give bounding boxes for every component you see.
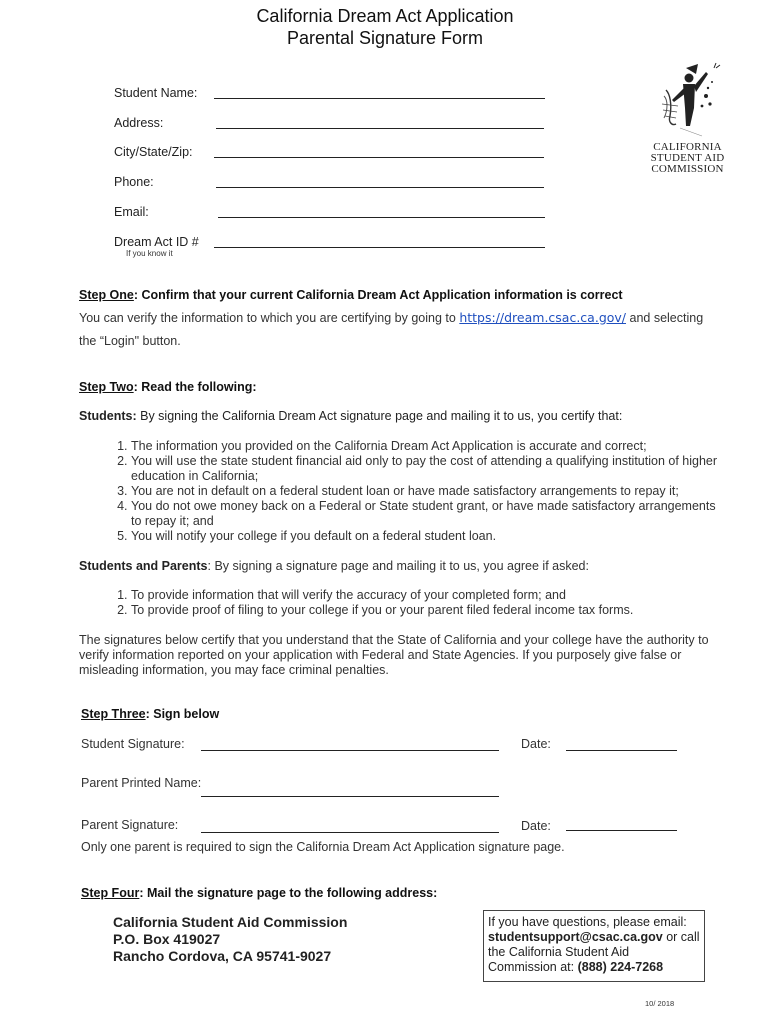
parents-intro-text: : By signing a signature page and mailing it to us, you agree if asked: <box>207 559 589 573</box>
city-state-zip-label: City/State/Zip: <box>114 145 193 159</box>
students-list <box>79 439 719 544</box>
graduate-figure-icon <box>650 60 725 142</box>
form-version: 10/ 2018 <box>645 999 675 1008</box>
step-three-title: : Sign below <box>145 707 220 721</box>
questions-line1: If you have questions, please email: <box>488 915 687 929</box>
step-two-label: Step Two <box>79 380 134 394</box>
step-one-text-before: You can verify the information to which you are certifying by going to <box>79 311 460 325</box>
parents-list <box>79 588 719 618</box>
student-signature-field[interactable] <box>201 750 499 751</box>
step-one-text <box>79 307 719 329</box>
step-one-heading <box>79 288 623 302</box>
dream-act-id-label: Dream Act ID # <box>114 235 199 249</box>
email-label: Email: <box>114 205 149 219</box>
csac-logo <box>650 60 725 185</box>
student-name-field[interactable] <box>214 98 545 99</box>
list-item: 4. You do not owe money back on a Federal or State student grant, or have made satisfactory arrangements to repay it; and <box>131 499 719 529</box>
step-two-heading <box>79 380 257 394</box>
phone-field[interactable] <box>216 187 544 188</box>
step-four-title: : Mail the signature page to the following address: <box>139 886 438 900</box>
questions-line2-suffix: or call <box>662 930 700 944</box>
questions-line4 <box>488 960 700 975</box>
step-four-label: Step Four <box>81 886 140 900</box>
address-line2: P.O. Box 419027 <box>113 931 221 947</box>
parents-intro <box>79 559 589 573</box>
list-item: 2. You will use the state student financial aid only to pay the cost of attending a qualifying institution of higher education in California; <box>131 454 719 484</box>
logo-text-california: CALIFORNIA <box>653 141 722 153</box>
step-three-label: Step Three <box>81 707 146 721</box>
page-title-line1: California Dream Act Application <box>256 6 514 26</box>
step-one-text-after: and selecting <box>626 311 704 325</box>
page-title-line2: Parental Signature Form <box>286 28 484 48</box>
dream-act-id-field[interactable] <box>214 247 545 248</box>
questions-box <box>483 910 705 982</box>
logo-text-student-aid: STUDENT AID <box>650 152 725 164</box>
dream-act-id-hint: If you know it <box>126 249 173 258</box>
student-signature-label: Student Signature: <box>81 737 185 751</box>
list-item: 5. You will notify your college if you default on a federal student loan. <box>131 529 719 544</box>
dream-portal-link[interactable]: https://dream.csac.ca.gov/ <box>459 310 627 325</box>
step-four-heading <box>81 886 437 900</box>
step-three-heading <box>81 707 219 721</box>
students-label: Students: <box>79 409 137 423</box>
address-field[interactable] <box>216 128 544 129</box>
step-two-title: : Read the following: <box>133 380 257 394</box>
mailing-address <box>113 914 347 965</box>
phone-label: Phone: <box>114 175 154 189</box>
step-one-title: : Confirm that your current California Dream Act Application information is correct <box>133 288 623 302</box>
students-intro-text: By signing the California Dream Act signature page and mailing it to us, you certify that: <box>136 409 623 423</box>
student-name-label: Student Name: <box>114 86 198 100</box>
parent-signature-field[interactable] <box>201 832 499 833</box>
parent-printed-name-label: Parent Printed Name: <box>81 776 202 790</box>
questions-line3: the California Student Aid <box>488 945 630 959</box>
certify-paragraph: The signatures below certify that you understand that the State of California and your college have the authority to verify information reported on your application with Federal and State Agencies. If you purposely give false or misleading information, you may face criminal penalties. <box>79 633 709 677</box>
parent-signature-label: Parent Signature: <box>81 818 179 832</box>
address-label: Address: <box>114 116 164 130</box>
student-date-field[interactable] <box>566 750 677 751</box>
list-item: 1. The information you provided on the California Dream Act Application is accurate and correct; <box>131 439 719 454</box>
parent-printed-name-field[interactable] <box>201 796 499 797</box>
students-intro <box>79 409 622 423</box>
list-item: 1. To provide information that will verify the accuracy of your completed form; and <box>131 588 719 603</box>
logo-text-commission: COMMISSION <box>651 163 724 175</box>
list-item: 3. You are not in default on a federal student loan or have made satisfactory arrangements to repay it; <box>131 484 719 499</box>
parent-date-label: Date: <box>521 819 551 833</box>
step-one-text-line2: the “Login" button. <box>79 334 181 348</box>
questions-line2 <box>488 930 700 945</box>
student-date-label: Date: <box>521 737 551 751</box>
one-parent-note: Only one parent is required to sign the California Dream Act Application signature page. <box>81 840 565 854</box>
city-state-zip-field[interactable] <box>214 157 544 158</box>
questions-line4-prefix: Commission at: <box>488 960 578 974</box>
support-phone[interactable]: (888) 224-7268 <box>577 960 664 974</box>
students-parents-label: Students and Parents <box>79 559 208 573</box>
step-one-label: Step One <box>79 288 134 302</box>
support-email[interactable]: studentsupport@csac.ca.gov <box>488 930 663 944</box>
email-field[interactable] <box>218 217 545 218</box>
address-line1: California Student Aid Commission <box>113 914 348 930</box>
address-line3: Rancho Cordova, CA 95741-9027 <box>113 948 332 964</box>
list-item: 2. To provide proof of filing to your college if you or your parent filed federal income tax forms. <box>131 603 719 618</box>
parent-date-field[interactable] <box>566 830 677 831</box>
